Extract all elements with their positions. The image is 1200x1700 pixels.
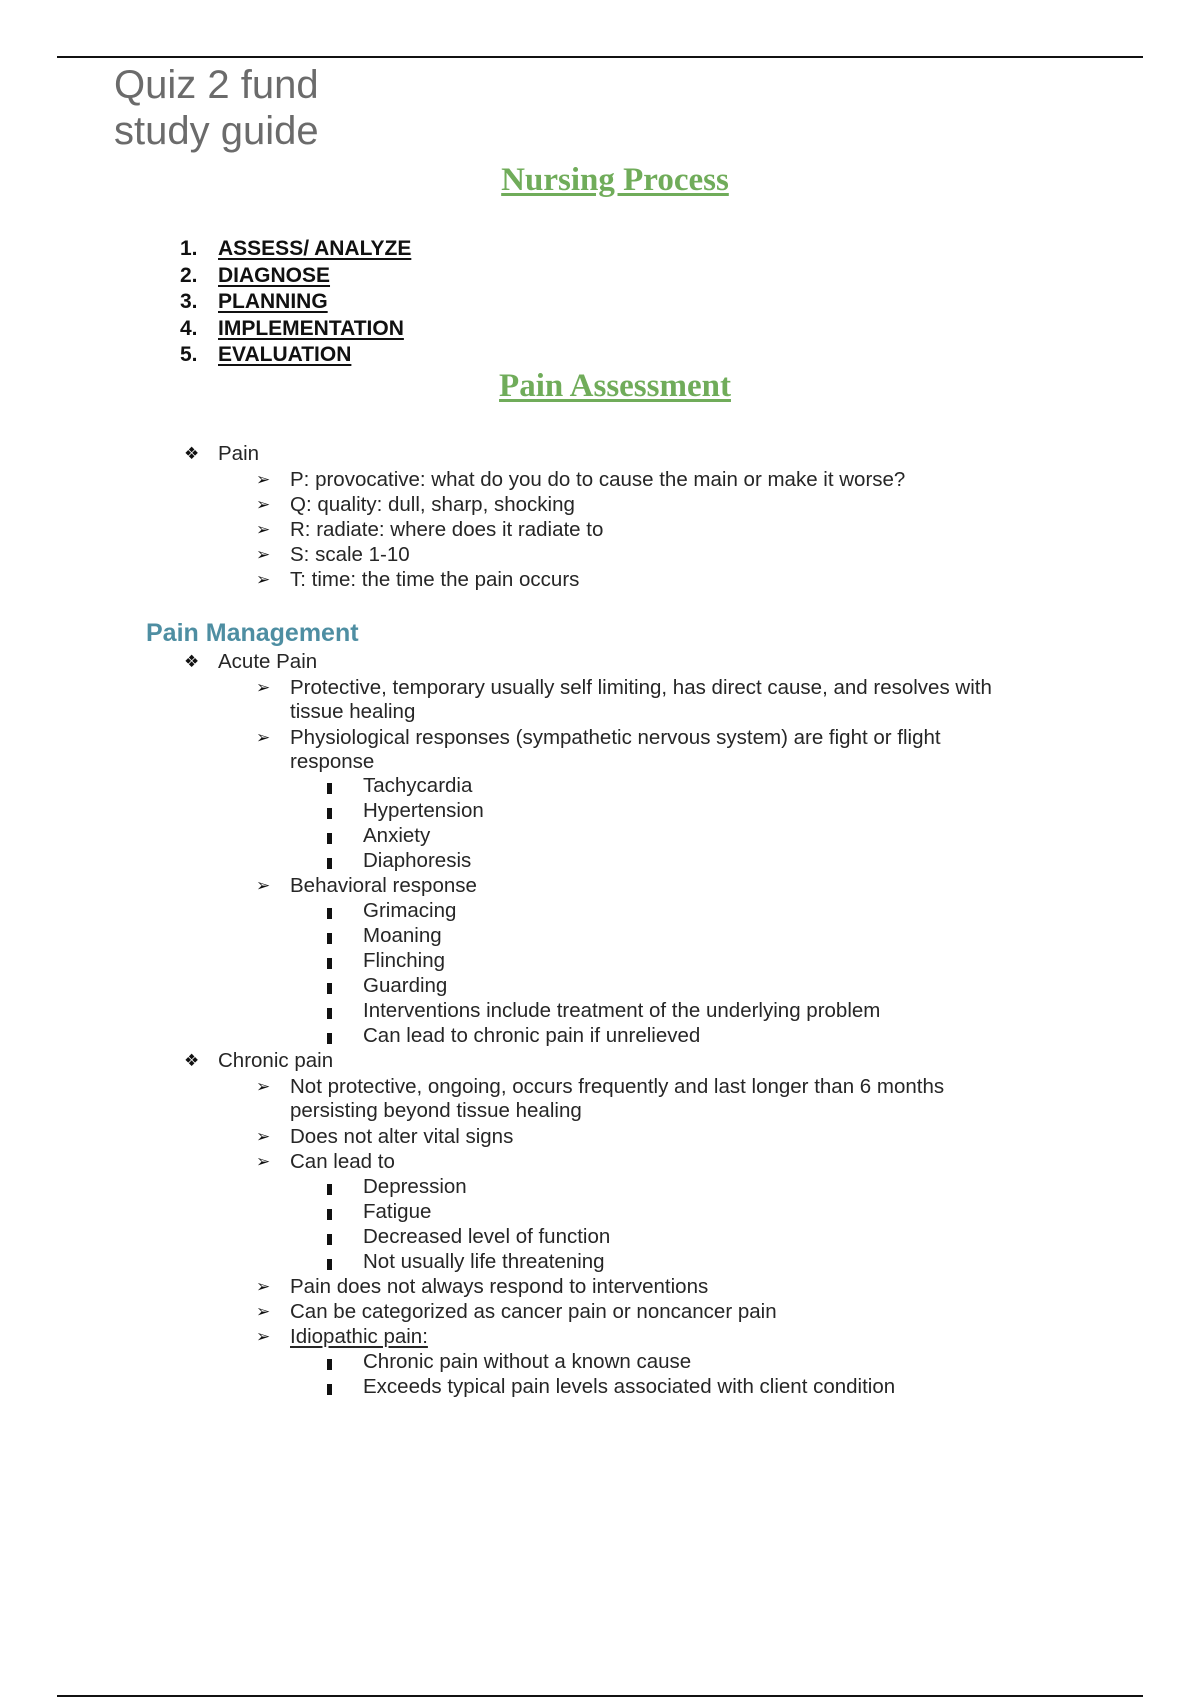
list-item: ➢ T: time: the time the pain occurs xyxy=(256,568,580,591)
square-bullet-icon xyxy=(327,958,332,969)
list-item: Exceeds typical pain levels associated with client condition xyxy=(0,1375,1200,1399)
arrow-bullet-icon: ➢ xyxy=(256,678,271,697)
square-bullet-icon xyxy=(327,1008,332,1019)
list-item: Guarding xyxy=(0,974,1200,998)
list-item: ❖ Acute Pain xyxy=(184,650,318,673)
list-item: ➢ Physiological responses (sympathetic nervous system) are fight or flight response xyxy=(256,726,941,773)
list-item: Depression xyxy=(0,1175,1200,1199)
diamond-bullet-icon: ❖ xyxy=(184,1051,200,1070)
nursing-step xyxy=(180,342,411,369)
arrow-bullet-icon: ➢ xyxy=(256,545,271,564)
list-item: Flinching xyxy=(0,949,1200,973)
square-bullet-icon xyxy=(327,858,332,869)
list-item: Fatigue xyxy=(0,1200,1200,1224)
list-item: Moaning xyxy=(0,924,1200,948)
step-label: IMPLEMENTATION xyxy=(218,316,404,340)
list-item: Chronic pain without a known cause xyxy=(0,1350,1200,1374)
step-label: EVALUATION xyxy=(218,343,352,366)
square-bullet-icon xyxy=(327,908,332,919)
list-item: ➢ Does not alter vital signs xyxy=(256,1125,514,1148)
square-bullet-icon xyxy=(327,1033,332,1044)
list-item: ➢ R: radiate: where does it radiate to xyxy=(256,518,604,541)
square-bullet-icon xyxy=(327,1234,332,1245)
list-item: Grimacing xyxy=(0,899,1200,923)
list-item: ➢ P: provocative: what do you do to cause the main or make it worse? xyxy=(256,468,906,491)
list-item: ➢ Can be categorized as cancer pain or noncancer pain xyxy=(256,1300,777,1323)
list-item: Tachycardia xyxy=(0,774,1200,798)
square-bullet-icon xyxy=(327,1184,332,1195)
arrow-bullet-icon: ➢ xyxy=(256,470,271,489)
list-item: Hypertension xyxy=(0,799,1200,823)
nursing-step xyxy=(180,263,411,290)
step-number: 2. xyxy=(180,263,198,287)
pain-assessment-heading: Pain Assessment xyxy=(499,368,731,404)
bottom-rule xyxy=(57,1695,1143,1697)
square-bullet-icon xyxy=(327,1259,332,1270)
list-item: ➢ Q: quality: dull, sharp, shocking xyxy=(256,493,575,516)
arrow-bullet-icon: ➢ xyxy=(256,1302,271,1321)
pain-management-heading: Pain Management xyxy=(146,619,359,647)
nursing-process-heading: Nursing Process xyxy=(501,162,729,198)
arrow-bullet-icon: ➢ xyxy=(256,876,271,895)
diamond-bullet-icon: ❖ xyxy=(184,444,200,463)
top-rule xyxy=(57,56,1143,58)
step-number: 4. xyxy=(180,316,198,340)
arrow-bullet-icon: ➢ xyxy=(256,728,271,747)
arrow-bullet-icon: ➢ xyxy=(256,1127,271,1146)
nursing-step xyxy=(180,236,411,263)
diamond-bullet-icon: ❖ xyxy=(184,652,200,671)
document-title xyxy=(114,62,319,154)
step-label: ASSESS/ ANALYZE xyxy=(218,237,412,260)
square-bullet-icon xyxy=(327,808,332,819)
square-bullet-icon xyxy=(327,983,332,994)
square-bullet-icon xyxy=(327,933,332,944)
square-bullet-icon xyxy=(327,833,332,844)
nursing-process-steps xyxy=(180,236,411,369)
arrow-bullet-icon: ➢ xyxy=(256,1077,271,1096)
list-item: Decreased level of function xyxy=(0,1225,1200,1249)
step-label: DIAGNOSE xyxy=(218,263,331,287)
list-item: Interventions include treatment of the underlying problem xyxy=(0,999,1200,1023)
arrow-bullet-icon: ➢ xyxy=(256,1277,271,1296)
list-item: Can lead to chronic pain if unrelieved xyxy=(0,1024,1200,1048)
list-item: ➢ Behavioral response xyxy=(256,874,477,897)
arrow-bullet-icon: ➢ xyxy=(256,1327,271,1346)
pain-assessment-list xyxy=(0,442,1200,592)
square-bullet-icon xyxy=(327,1209,332,1220)
arrow-bullet-icon: ➢ xyxy=(256,520,271,539)
step-number: 1. xyxy=(180,237,198,260)
list-item: ❖ Pain xyxy=(184,442,260,465)
square-bullet-icon xyxy=(327,783,332,794)
nursing-step xyxy=(180,316,411,343)
arrow-bullet-icon: ➢ xyxy=(256,570,271,589)
square-bullet-icon xyxy=(327,1359,332,1370)
list-item: ➢ Not protective, ongoing, occurs frequently and last longer than 6 months persisting beyond tissue healing xyxy=(256,1075,945,1122)
square-bullet-icon xyxy=(327,1384,332,1395)
step-number: 5. xyxy=(180,343,198,366)
list-item: ➢ Protective, temporary usually self limiting, has direct cause, and resolves with tissue healing xyxy=(256,676,992,723)
step-label: PLANNING xyxy=(218,290,328,313)
list-item: ❖ Chronic pain xyxy=(184,1049,334,1072)
list-item: ➢ S: scale 1-10 xyxy=(256,543,410,566)
list-item: Not usually life threatening xyxy=(0,1250,1200,1274)
list-item: Anxiety xyxy=(0,824,1200,848)
document-title-line1: Quiz 2 fund xyxy=(114,63,319,107)
nursing-step xyxy=(180,289,411,316)
list-item: ➢ Idiopathic pain: xyxy=(256,1325,428,1348)
step-number: 3. xyxy=(180,290,198,313)
document-title-line2: study guide xyxy=(114,109,319,153)
list-item: Diaphoresis xyxy=(0,849,1200,873)
arrow-bullet-icon: ➢ xyxy=(256,1152,271,1171)
pain-management-list xyxy=(0,650,1200,1399)
arrow-bullet-icon: ➢ xyxy=(256,495,271,514)
list-item: ➢ Can lead to xyxy=(256,1150,395,1173)
list-item: ➢ Pain does not always respond to interventions xyxy=(256,1275,709,1298)
